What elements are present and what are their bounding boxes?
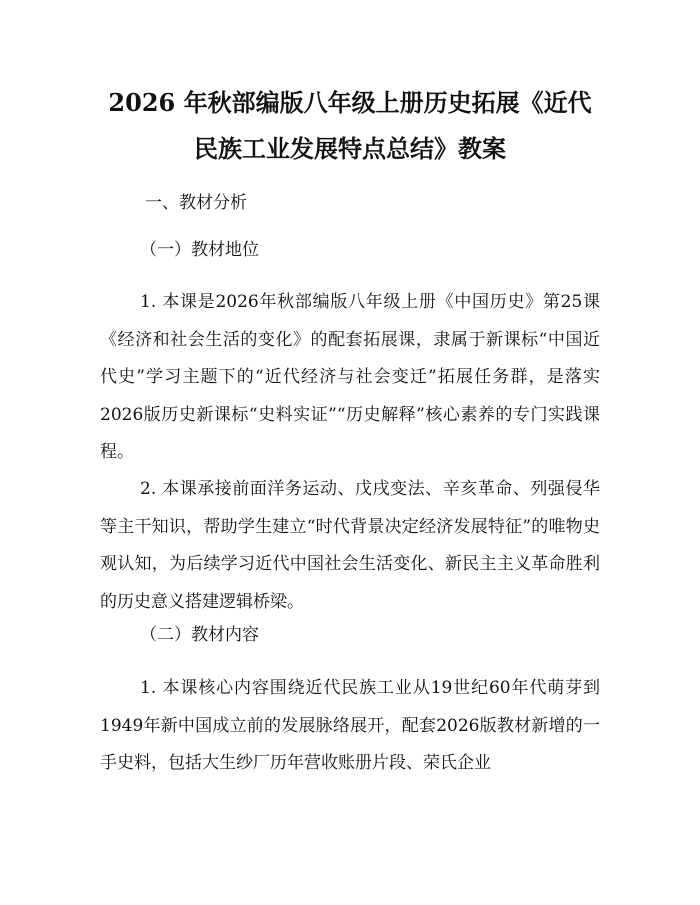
paragraph-position-1: 1. 本课是2026年秋部编版八年级上册《中国历史》第25课《经济和社会生活的变化》的配套拓展课，隶属于新课标“中国近代史”学习主题下的“近代经济与社会变迁”拓展任务群，是落实2026版历史新课标“史料实证”“历史解释”核心素养的专门实践课程。	[100, 292, 600, 462]
paragraph-content-1: 1. 本课核心内容围绕近代民族工业从19世纪60年代萌芽到1949年新中国成立前的发展脉络展开，配套2026版教材新增的一手史料，包括大生纱厂历年营收账册片段、荣氏企业	[100, 678, 600, 773]
paragraph-position-2: 2. 本课承接前面洋务运动、戊戌变法、辛亥革命、列强侵华等主干知识，帮助学生建立“时代背景决定经济发展特征”的唯物史观认知，为后续学习近代中国社会生活变化、新民主主义革命胜利的历史意义搭建逻辑桥梁。	[100, 479, 600, 612]
document-title-line-1: 2026 年秋部编版八年级上册历史拓展《近代	[108, 88, 592, 117]
subsection-heading-textbook-content: （二）教材内容	[140, 625, 259, 645]
document-title-line-2: 民族工业发展特点总结》教案	[194, 134, 506, 163]
subsection-heading-textbook-position: （一）教材地位	[140, 240, 259, 260]
section-heading-textbook-analysis: 一、教材分析	[145, 193, 247, 213]
